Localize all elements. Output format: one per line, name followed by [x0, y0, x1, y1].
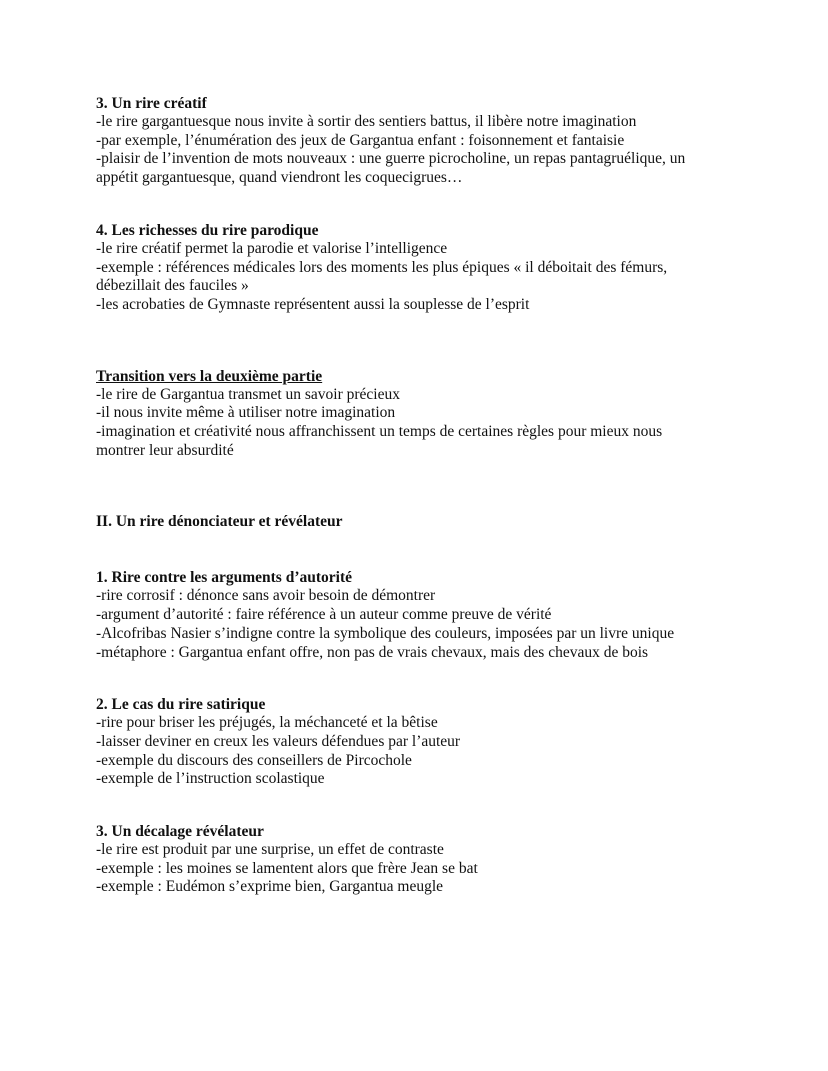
- bullet-line: -laisser deviner en creux les valeurs défendues par l’auteur: [96, 732, 461, 750]
- bullet-line: -exemple : références médicales lors des moments les plus épiques « il déboitait des fémurs,: [96, 258, 668, 276]
- bullet-line: -les acrobaties de Gymnaste représentent aussi la souplesse de l’esprit: [96, 295, 530, 313]
- section-rire-parodique: [96, 221, 796, 315]
- bullet-line: -imagination et créativité nous affranchissent un temps de certaines règles pour mieux nous: [96, 423, 663, 441]
- bullet-line: -le rire gargantuesque nous invite à sortir des sentiers battus, il libère notre imagination: [96, 113, 637, 130]
- transition-heading: Transition vers la deuxième partie: [96, 367, 323, 385]
- section-heading: 2. Le cas du rire satirique: [96, 696, 266, 714]
- section-heading: 3. Un décalage révélateur: [96, 823, 264, 841]
- bullet-line: -argument d’autorité : faire référence à un auteur comme preuve de vérité: [96, 606, 552, 624]
- bullet-line-continued: débezillait des fauciles »: [96, 277, 249, 295]
- part-heading: II. Un rire dénonciateur et révélateur: [96, 513, 343, 531]
- bullet-line: -rire pour briser les préjugés, la méchanceté et la bêtise: [96, 714, 438, 732]
- bullet-line: -métaphore : Gargantua enfant offre, non pas de vrais chevaux, mais des chevaux de bois: [96, 643, 649, 661]
- section-rire-satirique: [96, 695, 796, 789]
- bullet-line: -le rire créatif permet la parodie et valorise l’intelligence: [96, 239, 448, 257]
- section-decalage-revelateur: [96, 822, 796, 897]
- section-arguments-autorite: [96, 568, 796, 662]
- bullet-line: -par exemple, l’énumération des jeux de Gargantua enfant : foisonnement et fantaisie: [96, 131, 625, 149]
- section-rire-creatif: [96, 94, 796, 188]
- section-heading: 4. Les richesses du rire parodique: [96, 221, 319, 239]
- bullet-line: -le rire est produit par une surprise, un effet de contraste: [96, 841, 444, 859]
- part-two-title: [96, 512, 796, 531]
- section-transition: [96, 367, 796, 461]
- document-page: [96, 94, 796, 897]
- bullet-line: -Alcofribas Nasier s’indigne contre la symbolique des couleurs, imposées par un livre unique: [96, 624, 675, 642]
- bullet-line: -le rire de Gargantua transmet un savoir précieux: [96, 385, 400, 403]
- bullet-line-continued: montrer leur absurdité: [96, 441, 234, 459]
- bullet-line: -exemple du discours des conseillers de Pircochole: [96, 751, 412, 769]
- section-heading: 3. Un rire créatif: [96, 95, 207, 112]
- bullet-line: -exemple : les moines se lamentent alors que frère Jean se bat: [96, 859, 478, 877]
- bullet-line: -exemple de l’instruction scolastique: [96, 770, 325, 788]
- bullet-line: -exemple : Eudémon s’exprime bien, Gargantua meugle: [96, 878, 444, 896]
- bullet-line: -il nous invite même à utiliser notre imagination: [96, 404, 396, 422]
- bullet-line: -plaisir de l’invention de mots nouveaux : une guerre picrocholine, un repas pantagruélique, un: [96, 150, 686, 168]
- bullet-line-continued: appétit gargantuesque, quand viendront les coquecigrues…: [96, 169, 463, 187]
- bullet-line: -rire corrosif : dénonce sans avoir besoin de démontrer: [96, 587, 436, 605]
- section-heading: 1. Rire contre les arguments d’autorité: [96, 569, 352, 587]
